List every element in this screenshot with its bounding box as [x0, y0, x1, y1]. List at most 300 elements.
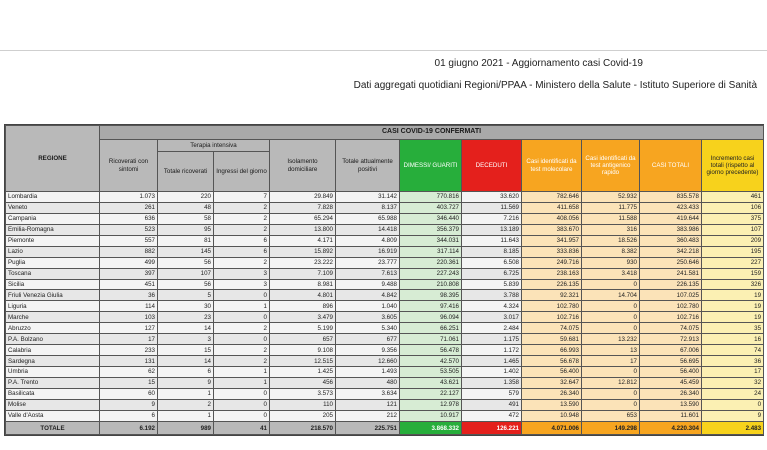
cell-dimessi: 770.816	[400, 192, 462, 203]
cell-ricoverati: 397	[100, 268, 158, 279]
region-header: REGIONE	[6, 126, 100, 192]
cell-totali: 56.695	[640, 356, 702, 367]
cell-incremento: 19	[702, 290, 764, 301]
cell-dimessi: 42.570	[400, 356, 462, 367]
cell-totali: 13.590	[640, 399, 702, 410]
cell-deceduti: 11.643	[462, 235, 522, 246]
cell-ti-ingressi: 2	[214, 257, 270, 268]
table-row	[6, 345, 764, 356]
cell-molecolare: 92.321	[522, 290, 582, 301]
cell-positivi: 8.137	[336, 202, 400, 213]
col-header-totali: CASI TOTALI	[640, 140, 702, 192]
cell-ti-ingressi: 0	[214, 312, 270, 323]
cell-antigenico: 3.418	[582, 268, 640, 279]
cell-totali: 26.340	[640, 388, 702, 399]
cell-isolamento: 29.849	[270, 192, 336, 203]
cell-dimessi: 66.251	[400, 323, 462, 334]
cell-ricoverati: 60	[100, 388, 158, 399]
table-row	[6, 192, 764, 203]
cell-positivi: 1.040	[336, 301, 400, 312]
cell-totali: 11.601	[640, 410, 702, 421]
cell-ricoverati: 103	[100, 312, 158, 323]
table-row	[6, 213, 764, 224]
cell-regione: Puglia	[6, 257, 100, 268]
cell-ti-totale: 1	[158, 410, 214, 421]
cell-incremento: 36	[702, 356, 764, 367]
cell-ricoverati: 9	[100, 399, 158, 410]
cell-regione: Sicilia	[6, 279, 100, 290]
table-row	[6, 367, 764, 378]
cell-totali: 74.075	[640, 323, 702, 334]
cell-totali: 102.716	[640, 312, 702, 323]
cell-incremento: 461	[702, 192, 764, 203]
cell-ti-totale: 15	[158, 345, 214, 356]
cell-positivi: 7.613	[336, 268, 400, 279]
cell-positivi: 677	[336, 334, 400, 345]
cell-molecolare: 411.658	[522, 202, 582, 213]
cell-totali: 835.578	[640, 192, 702, 203]
cell-deceduti: 1.358	[462, 377, 522, 388]
table-row	[6, 224, 764, 235]
cell-incremento: 106	[702, 202, 764, 213]
table-body	[6, 192, 764, 422]
cell-positivi: 4.809	[336, 235, 400, 246]
cell-totali: 107.025	[640, 290, 702, 301]
cell-antigenico: 13	[582, 345, 640, 356]
cell-positivi: 4.842	[336, 290, 400, 301]
cell-positivi: 31.142	[336, 192, 400, 203]
cell-incremento: 32	[702, 377, 764, 388]
cell-deceduti: 491	[462, 399, 522, 410]
cell-ti-ingressi: 7	[214, 192, 270, 203]
table-row	[6, 399, 764, 410]
cell-antigenico: 0	[582, 323, 640, 334]
cell-isolamento: 205	[270, 410, 336, 421]
total-deceduti: 126.221	[462, 422, 522, 435]
cell-ricoverati: 233	[100, 345, 158, 356]
cell-deceduti: 33.620	[462, 192, 522, 203]
cell-incremento: 19	[702, 301, 764, 312]
cell-ricoverati: 17	[100, 334, 158, 345]
cell-regione: P.A. Bolzano	[6, 334, 100, 345]
cell-regione: Abruzzo	[6, 323, 100, 334]
cell-isolamento: 4.801	[270, 290, 336, 301]
cell-antigenico: 17	[582, 356, 640, 367]
cell-dimessi: 96.094	[400, 312, 462, 323]
cell-ricoverati: 557	[100, 235, 158, 246]
cell-molecolare: 66.993	[522, 345, 582, 356]
cell-isolamento: 12.515	[270, 356, 336, 367]
cell-ti-totale: 81	[158, 235, 214, 246]
cell-regione: Basilicata	[6, 388, 100, 399]
cell-incremento: 16	[702, 334, 764, 345]
total-ricoverati: 6.192	[100, 422, 158, 435]
cell-antigenico: 11.588	[582, 213, 640, 224]
cell-incremento: 159	[702, 268, 764, 279]
bulletin-date-title: 01 giugno 2021 - Aggiornamento casi Covid-19	[434, 58, 643, 69]
cell-regione: Toscana	[6, 268, 100, 279]
cell-ti-totale: 56	[158, 279, 214, 290]
cell-molecolare: 226.135	[522, 279, 582, 290]
col-header-antigenico: Casi identificati da test antigenico rapido	[582, 140, 640, 192]
cell-positivi: 121	[336, 399, 400, 410]
cell-isolamento: 8.981	[270, 279, 336, 290]
cell-ricoverati: 882	[100, 246, 158, 257]
cell-dimessi: 317.114	[400, 246, 462, 257]
cell-isolamento: 23.222	[270, 257, 336, 268]
cell-isolamento: 3.479	[270, 312, 336, 323]
table-row	[6, 377, 764, 388]
cell-totali: 226.135	[640, 279, 702, 290]
cell-dimessi: 22.127	[400, 388, 462, 399]
cell-regione: Molise	[6, 399, 100, 410]
cell-regione: Campania	[6, 213, 100, 224]
cell-molecolare: 10.948	[522, 410, 582, 421]
col-header-ti-totale: Totale ricoverati	[158, 152, 214, 192]
cell-positivi: 5.340	[336, 323, 400, 334]
cell-ricoverati: 36	[100, 290, 158, 301]
cell-molecolare: 341.957	[522, 235, 582, 246]
cell-ricoverati: 451	[100, 279, 158, 290]
cell-molecolare: 249.716	[522, 257, 582, 268]
cell-ti-ingressi: 2	[214, 345, 270, 356]
cell-incremento: 74	[702, 345, 764, 356]
cell-molecolare: 13.590	[522, 399, 582, 410]
cell-regione: Veneto	[6, 202, 100, 213]
col-header-ti-ingressi: Ingressi del giorno	[214, 152, 270, 192]
cell-incremento: 375	[702, 213, 764, 224]
cell-totali: 102.780	[640, 301, 702, 312]
cell-ti-totale: 220	[158, 192, 214, 203]
cell-deceduti: 1.465	[462, 356, 522, 367]
cell-ricoverati: 499	[100, 257, 158, 268]
cell-positivi: 9.356	[336, 345, 400, 356]
cell-regione: Marche	[6, 312, 100, 323]
cell-antigenico: 0	[582, 399, 640, 410]
cell-totali: 72.913	[640, 334, 702, 345]
cell-dimessi: 97.416	[400, 301, 462, 312]
cell-positivi: 480	[336, 377, 400, 388]
cell-ti-totale: 5	[158, 290, 214, 301]
confirmed-cases-banner: CASI COVID-19 CONFERMATI	[100, 126, 764, 140]
cell-molecolare: 56.678	[522, 356, 582, 367]
table-row	[6, 356, 764, 367]
cell-dimessi: 12.978	[400, 399, 462, 410]
cell-totali: 360.483	[640, 235, 702, 246]
cell-incremento: 0	[702, 399, 764, 410]
cell-regione: Umbria	[6, 367, 100, 378]
cell-ricoverati: 131	[100, 356, 158, 367]
cell-molecolare: 333.836	[522, 246, 582, 257]
cell-dimessi: 356.379	[400, 224, 462, 235]
cell-regione: Calabria	[6, 345, 100, 356]
cell-positivi: 212	[336, 410, 400, 421]
cell-deceduti: 472	[462, 410, 522, 421]
cell-isolamento: 7.828	[270, 202, 336, 213]
cell-antigenico: 0	[582, 312, 640, 323]
cell-isolamento: 9.108	[270, 345, 336, 356]
cell-dimessi: 403.727	[400, 202, 462, 213]
table-row	[6, 323, 764, 334]
cell-positivi: 16.919	[336, 246, 400, 257]
cell-antigenico: 0	[582, 301, 640, 312]
cell-ti-ingressi: 0	[214, 410, 270, 421]
cell-ti-ingressi: 2	[214, 323, 270, 334]
col-header-isolamento: Isolamento domiciliare	[270, 140, 336, 192]
cell-isolamento: 65.294	[270, 213, 336, 224]
cell-ti-totale: 95	[158, 224, 214, 235]
cell-incremento: 107	[702, 224, 764, 235]
cell-ricoverati: 127	[100, 323, 158, 334]
cell-positivi: 9.488	[336, 279, 400, 290]
cell-ti-ingressi: 2	[214, 213, 270, 224]
cell-deceduti: 2.484	[462, 323, 522, 334]
cell-isolamento: 896	[270, 301, 336, 312]
cell-ti-ingressi: 1	[214, 367, 270, 378]
total-antigenico: 149.298	[582, 422, 640, 435]
total-isolamento: 218.570	[270, 422, 336, 435]
cell-ricoverati: 1.073	[100, 192, 158, 203]
cell-regione: Friuli Venezia Giulia	[6, 290, 100, 301]
cell-molecolare: 102.780	[522, 301, 582, 312]
total-positivi: 225.751	[336, 422, 400, 435]
cell-ricoverati: 523	[100, 224, 158, 235]
cell-molecolare: 59.681	[522, 334, 582, 345]
cell-isolamento: 7.109	[270, 268, 336, 279]
cell-regione: Piemonte	[6, 235, 100, 246]
icu-group-header: Terapia intensiva	[158, 140, 270, 152]
totals-row	[6, 422, 764, 435]
cell-ti-ingressi: 6	[214, 235, 270, 246]
cell-regione: Emilia-Romagna	[6, 224, 100, 235]
cell-deceduti: 4.324	[462, 301, 522, 312]
cell-deceduti: 7.216	[462, 213, 522, 224]
cell-ricoverati: 114	[100, 301, 158, 312]
cell-ti-ingressi: 0	[214, 290, 270, 301]
cell-ti-totale: 48	[158, 202, 214, 213]
cell-positivi: 1.493	[336, 367, 400, 378]
table-row	[6, 235, 764, 246]
cell-dimessi: 220.361	[400, 257, 462, 268]
cell-deceduti: 8.185	[462, 246, 522, 257]
table-row	[6, 388, 764, 399]
cell-totali: 383.986	[640, 224, 702, 235]
cell-deceduti: 6.725	[462, 268, 522, 279]
cell-antigenico: 0	[582, 279, 640, 290]
cell-incremento: 35	[702, 323, 764, 334]
cell-antigenico: 316	[582, 224, 640, 235]
total-totali: 4.220.304	[640, 422, 702, 435]
cell-dimessi: 344.031	[400, 235, 462, 246]
cell-isolamento: 4.171	[270, 235, 336, 246]
cell-ti-ingressi: 0	[214, 334, 270, 345]
cell-positivi: 23.777	[336, 257, 400, 268]
cell-isolamento: 5.199	[270, 323, 336, 334]
cell-ti-totale: 1	[158, 388, 214, 399]
cell-deceduti: 3.017	[462, 312, 522, 323]
cell-ti-totale: 2	[158, 399, 214, 410]
cell-ti-ingressi: 2	[214, 224, 270, 235]
table-row	[6, 246, 764, 257]
cell-ti-ingressi: 0	[214, 399, 270, 410]
table-row	[6, 290, 764, 301]
cell-molecolare: 102.716	[522, 312, 582, 323]
cell-isolamento: 657	[270, 334, 336, 345]
cell-antigenico: 13.232	[582, 334, 640, 345]
cell-totali: 250.646	[640, 257, 702, 268]
cell-regione: Lombardia	[6, 192, 100, 203]
cell-incremento: 19	[702, 312, 764, 323]
cell-dimessi: 98.395	[400, 290, 462, 301]
cell-incremento: 227	[702, 257, 764, 268]
total-ti-totale: 989	[158, 422, 214, 435]
cell-regione: Valle d'Aosta	[6, 410, 100, 421]
cell-deceduti: 579	[462, 388, 522, 399]
table-row	[6, 312, 764, 323]
cell-molecolare: 408.056	[522, 213, 582, 224]
cell-ti-totale: 56	[158, 257, 214, 268]
top-divider	[0, 50, 767, 51]
cell-ti-totale: 30	[158, 301, 214, 312]
cell-ti-ingressi: 3	[214, 279, 270, 290]
table-row	[6, 334, 764, 345]
cell-incremento: 9	[702, 410, 764, 421]
cell-deceduti: 1.402	[462, 367, 522, 378]
table-row	[6, 410, 764, 421]
cell-ti-totale: 3	[158, 334, 214, 345]
cell-ti-ingressi: 0	[214, 388, 270, 399]
cell-regione: P.A. Trento	[6, 377, 100, 388]
table-row	[6, 202, 764, 213]
cell-isolamento: 110	[270, 399, 336, 410]
cell-isolamento: 3.573	[270, 388, 336, 399]
cell-antigenico: 14.704	[582, 290, 640, 301]
cell-ti-totale: 9	[158, 377, 214, 388]
covid-table-wrapper	[4, 124, 764, 436]
cell-ti-totale: 6	[158, 367, 214, 378]
cell-ricoverati: 636	[100, 213, 158, 224]
cell-totali: 241.581	[640, 268, 702, 279]
cell-positivi: 12.660	[336, 356, 400, 367]
cell-antigenico: 52.932	[582, 192, 640, 203]
cell-molecolare: 56.400	[522, 367, 582, 378]
cell-deceduti: 3.788	[462, 290, 522, 301]
covid-cases-table	[5, 125, 764, 435]
cell-ricoverati: 62	[100, 367, 158, 378]
cell-deceduti: 6.508	[462, 257, 522, 268]
bulletin-source: Dati aggregati quotidiani Regioni/PPAA - Ministero della Salute - Istituto Superiore di Sanità	[353, 80, 757, 91]
cell-ti-ingressi: 6	[214, 246, 270, 257]
table-row	[6, 301, 764, 312]
totals-label: TOTALE	[6, 422, 100, 435]
cell-ti-totale: 14	[158, 323, 214, 334]
cell-molecolare: 782.646	[522, 192, 582, 203]
cell-dimessi: 10.917	[400, 410, 462, 421]
table-row	[6, 257, 764, 268]
cell-totali: 423.433	[640, 202, 702, 213]
cell-antigenico: 0	[582, 388, 640, 399]
cell-positivi: 14.418	[336, 224, 400, 235]
cell-dimessi: 53.505	[400, 367, 462, 378]
cell-dimessi: 56.478	[400, 345, 462, 356]
cell-deceduti: 11.569	[462, 202, 522, 213]
col-header-incremento: Incremento casi totali (rispetto al giorno precedente)	[702, 140, 764, 192]
col-header-deceduti: DECEDUTI	[462, 140, 522, 192]
cell-isolamento: 1.425	[270, 367, 336, 378]
cell-deceduti: 5.839	[462, 279, 522, 290]
cell-antigenico: 653	[582, 410, 640, 421]
cell-incremento: 17	[702, 367, 764, 378]
cell-ti-totale: 58	[158, 213, 214, 224]
cell-ricoverati: 261	[100, 202, 158, 213]
cell-incremento: 195	[702, 246, 764, 257]
total-molecolare: 4.071.006	[522, 422, 582, 435]
cell-totali: 419.644	[640, 213, 702, 224]
cell-antigenico: 930	[582, 257, 640, 268]
cell-ti-totale: 145	[158, 246, 214, 257]
cell-incremento: 24	[702, 388, 764, 399]
total-incremento: 2.483	[702, 422, 764, 435]
cell-ti-totale: 23	[158, 312, 214, 323]
col-header-dimessi: DIMESSI/ GUARITI	[400, 140, 462, 192]
cell-totali: 45.459	[640, 377, 702, 388]
cell-ricoverati: 6	[100, 410, 158, 421]
cell-dimessi: 43.621	[400, 377, 462, 388]
cell-isolamento: 15.892	[270, 246, 336, 257]
cell-antigenico: 11.775	[582, 202, 640, 213]
cell-positivi: 65.988	[336, 213, 400, 224]
cell-molecolare: 238.163	[522, 268, 582, 279]
cell-ti-totale: 14	[158, 356, 214, 367]
cell-molecolare: 74.075	[522, 323, 582, 334]
cell-deceduti: 1.172	[462, 345, 522, 356]
cell-molecolare: 383.670	[522, 224, 582, 235]
cell-molecolare: 26.340	[522, 388, 582, 399]
total-dimessi: 3.868.332	[400, 422, 462, 435]
cell-positivi: 3.605	[336, 312, 400, 323]
col-header-molecolare: Casi identificati da test molecolare	[522, 140, 582, 192]
cell-deceduti: 1.175	[462, 334, 522, 345]
cell-isolamento: 456	[270, 377, 336, 388]
cell-incremento: 209	[702, 235, 764, 246]
cell-ti-ingressi: 2	[214, 356, 270, 367]
cell-incremento: 326	[702, 279, 764, 290]
cell-ti-ingressi: 2	[214, 202, 270, 213]
col-header-ricoverati: Ricoverati con sintomi	[100, 140, 158, 192]
table-row	[6, 279, 764, 290]
cell-molecolare: 32.647	[522, 377, 582, 388]
cell-dimessi: 210.808	[400, 279, 462, 290]
cell-antigenico: 18.526	[582, 235, 640, 246]
cell-ti-ingressi: 1	[214, 301, 270, 312]
col-header-positivi: Totale attualmente positivi	[336, 140, 400, 192]
cell-antigenico: 12.812	[582, 377, 640, 388]
cell-antigenico: 8.382	[582, 246, 640, 257]
cell-dimessi: 227.243	[400, 268, 462, 279]
cell-regione: Sardegna	[6, 356, 100, 367]
cell-ricoverati: 15	[100, 377, 158, 388]
total-ti-ingressi: 41	[214, 422, 270, 435]
cell-regione: Lazio	[6, 246, 100, 257]
cell-deceduti: 13.189	[462, 224, 522, 235]
cell-totali: 67.006	[640, 345, 702, 356]
cell-dimessi: 71.061	[400, 334, 462, 345]
cell-ti-ingressi: 1	[214, 377, 270, 388]
cell-ti-totale: 107	[158, 268, 214, 279]
cell-isolamento: 13.800	[270, 224, 336, 235]
cell-antigenico: 0	[582, 367, 640, 378]
cell-regione: Liguria	[6, 301, 100, 312]
